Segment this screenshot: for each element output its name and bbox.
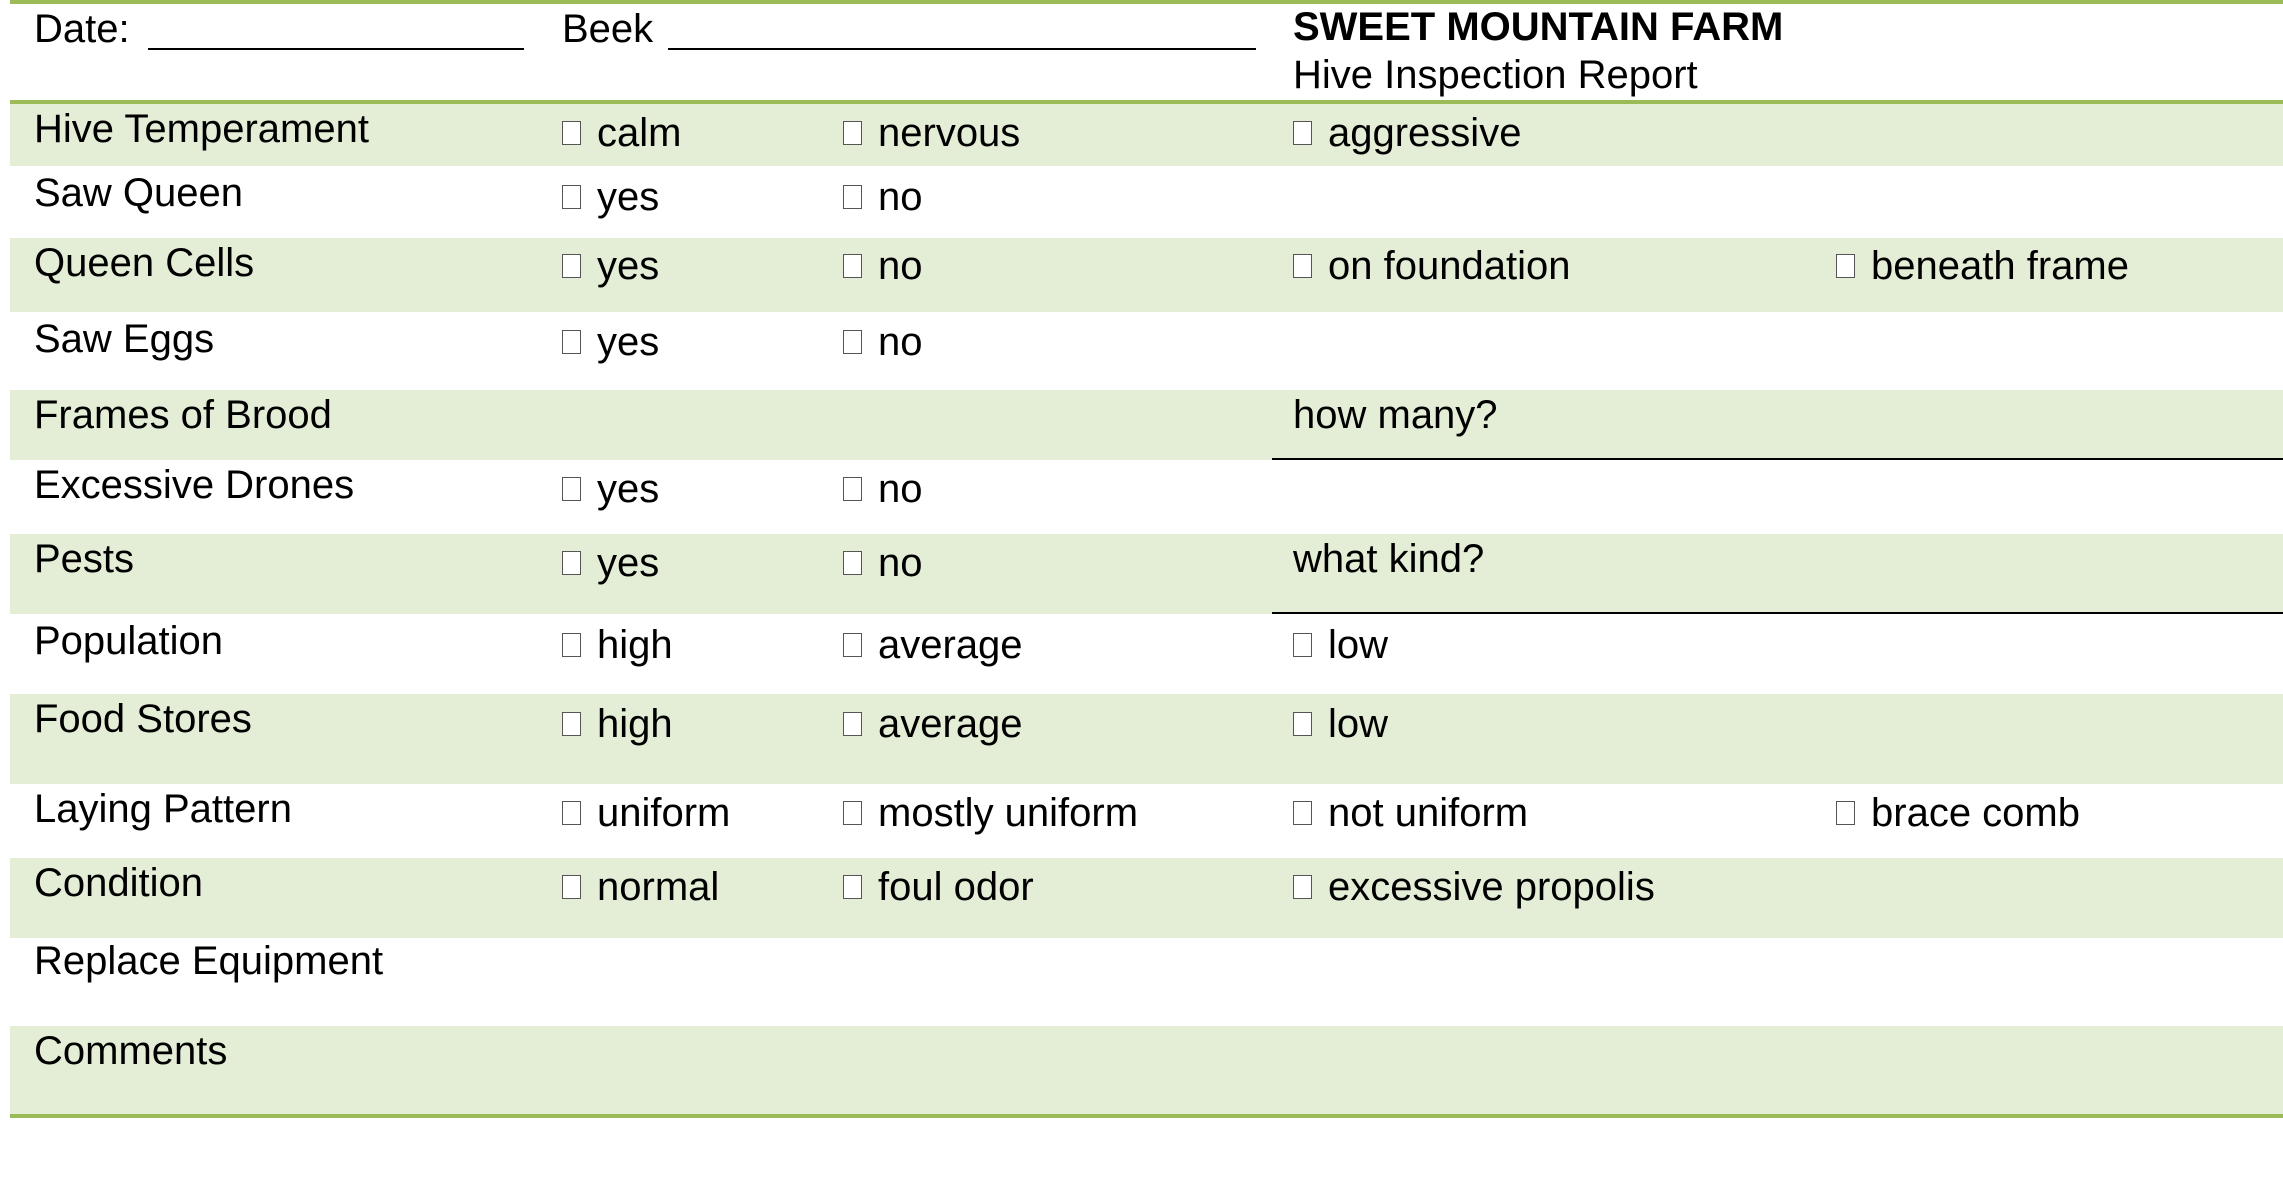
pest-kind-prompt: what kind?	[1293, 537, 1485, 581]
row-label: Replace Equipment	[34, 939, 384, 983]
checkbox-icon[interactable]	[562, 477, 581, 501]
checkbox-icon[interactable]	[562, 254, 581, 278]
option-on-foundation[interactable]	[1293, 243, 1570, 289]
checkbox-icon[interactable]	[1293, 712, 1312, 736]
checkbox-icon[interactable]	[843, 254, 862, 278]
checkbox-icon[interactable]	[562, 185, 581, 209]
checkbox-icon[interactable]	[843, 712, 862, 736]
option-label: brace comb	[1871, 791, 2080, 835]
option-low[interactable]	[1293, 701, 1388, 747]
checkbox-icon[interactable]	[1836, 801, 1855, 825]
date-field[interactable]	[148, 48, 524, 50]
option-label: foul odor	[878, 865, 1034, 909]
option-high[interactable]	[562, 701, 673, 747]
option-yes[interactable]	[562, 319, 659, 365]
option-yes[interactable]	[562, 540, 659, 586]
option-yes[interactable]	[562, 174, 659, 220]
row-label: Pests	[34, 537, 135, 581]
option-uniform[interactable]	[562, 790, 730, 836]
option-label: no	[878, 320, 923, 364]
option-aggressive[interactable]	[1293, 110, 1521, 156]
beek-label: Beek	[562, 7, 654, 51]
row-queen-cells	[10, 238, 2283, 312]
checkbox-icon[interactable]	[1293, 633, 1312, 657]
option-label: yes	[597, 320, 660, 364]
checkbox-icon[interactable]	[1293, 875, 1312, 899]
option-label: not uniform	[1328, 791, 1529, 835]
option-label: no	[878, 541, 923, 585]
row-label: Food Stores	[34, 697, 252, 741]
option-average[interactable]	[843, 701, 1023, 747]
option-excessive-propolis[interactable]	[1293, 864, 1655, 910]
checkbox-icon[interactable]	[843, 801, 862, 825]
option-label: calm	[597, 111, 682, 155]
option-yes[interactable]	[562, 243, 659, 289]
option-label: yes	[597, 541, 660, 585]
row-label: Excessive Drones	[34, 463, 355, 507]
option-label: average	[878, 702, 1023, 746]
checkbox-icon[interactable]	[562, 875, 581, 899]
top-rule	[10, 0, 2283, 4]
row-label: Saw Queen	[34, 171, 244, 215]
option-label: on foundation	[1328, 244, 1571, 288]
row-saw-queen	[10, 166, 2283, 238]
row-label: Population	[34, 619, 224, 663]
checkbox-icon[interactable]	[843, 477, 862, 501]
option-label: high	[597, 702, 673, 746]
brood-count-prompt: how many?	[1293, 393, 1498, 437]
option-label: low	[1328, 623, 1389, 667]
checkbox-icon[interactable]	[843, 875, 862, 899]
option-label: aggressive	[1328, 111, 1522, 155]
option-average[interactable]	[843, 622, 1023, 668]
row-population	[10, 614, 2283, 694]
row-label: Laying Pattern	[34, 787, 292, 831]
beek-field[interactable]	[668, 48, 1256, 50]
option-no[interactable]	[843, 540, 923, 586]
option-low[interactable]	[1293, 622, 1388, 668]
option-high[interactable]	[562, 622, 673, 668]
option-no[interactable]	[843, 174, 923, 220]
row-label: Queen Cells	[34, 241, 255, 285]
option-not-uniform[interactable]	[1293, 790, 1528, 836]
row-label: Comments	[34, 1029, 228, 1073]
option-label: no	[878, 467, 923, 511]
option-calm[interactable]	[562, 110, 681, 156]
checkbox-icon[interactable]	[1836, 254, 1855, 278]
checkbox-icon[interactable]	[843, 330, 862, 354]
option-label: yes	[597, 244, 660, 288]
option-foul-odor[interactable]	[843, 864, 1034, 910]
row-label: Hive Temperament	[34, 107, 369, 151]
option-no[interactable]	[843, 319, 923, 365]
row-food-stores	[10, 694, 2283, 784]
option-normal[interactable]	[562, 864, 719, 910]
checkbox-icon[interactable]	[562, 121, 581, 145]
checkbox-icon[interactable]	[562, 633, 581, 657]
row-label: Frames of Brood	[34, 393, 332, 437]
row-excessive-drones	[10, 460, 2283, 534]
farm-name: SWEET MOUNTAIN FARM	[1293, 5, 1784, 49]
checkbox-icon[interactable]	[843, 185, 862, 209]
option-label: yes	[597, 175, 660, 219]
option-label: normal	[597, 865, 720, 909]
row-pests	[10, 534, 2283, 614]
row-label: Condition	[34, 861, 204, 905]
option-label: nervous	[878, 111, 1021, 155]
option-brace-comb[interactable]	[1836, 790, 2080, 836]
option-label: no	[878, 244, 923, 288]
checkbox-icon[interactable]	[562, 551, 581, 575]
option-label: average	[878, 623, 1023, 667]
option-label: excessive propolis	[1328, 865, 1655, 909]
checkbox-icon[interactable]	[562, 330, 581, 354]
row-hive-temperament	[10, 104, 2283, 166]
checkbox-icon[interactable]	[562, 712, 581, 736]
row-comments[interactable]	[10, 1026, 2283, 1114]
option-label: low	[1328, 702, 1389, 746]
report-title: Hive Inspection Report	[1293, 53, 1698, 97]
option-label: yes	[597, 467, 660, 511]
option-beneath-frame[interactable]	[1836, 243, 2129, 289]
row-label: Saw Eggs	[34, 317, 215, 361]
option-no[interactable]	[843, 466, 923, 512]
row-condition	[10, 858, 2283, 938]
option-label: no	[878, 175, 923, 219]
option-no[interactable]	[843, 243, 923, 289]
option-label: uniform	[597, 791, 731, 835]
date-label: Date:	[34, 7, 130, 51]
row-saw-eggs	[10, 312, 2283, 390]
option-label: high	[597, 623, 673, 667]
option-mostly-uniform[interactable]	[843, 790, 1138, 836]
checkbox-icon[interactable]	[843, 633, 862, 657]
checkbox-icon[interactable]	[843, 121, 862, 145]
option-label: beneath frame	[1871, 244, 2129, 288]
option-yes[interactable]	[562, 466, 659, 512]
checkbox-icon[interactable]	[562, 801, 581, 825]
checkbox-icon[interactable]	[1293, 121, 1312, 145]
row-laying-pattern	[10, 784, 2283, 858]
checkbox-icon[interactable]	[843, 551, 862, 575]
checkbox-icon[interactable]	[1293, 801, 1312, 825]
hive-inspection-form	[10, 0, 2283, 1120]
bottom-rule	[10, 1114, 2283, 1118]
option-label: mostly uniform	[878, 791, 1139, 835]
option-nervous[interactable]	[843, 110, 1020, 156]
row-replace-equipment[interactable]	[10, 938, 2283, 1026]
row-frames-of-brood	[10, 390, 2283, 460]
checkbox-icon[interactable]	[1293, 254, 1312, 278]
